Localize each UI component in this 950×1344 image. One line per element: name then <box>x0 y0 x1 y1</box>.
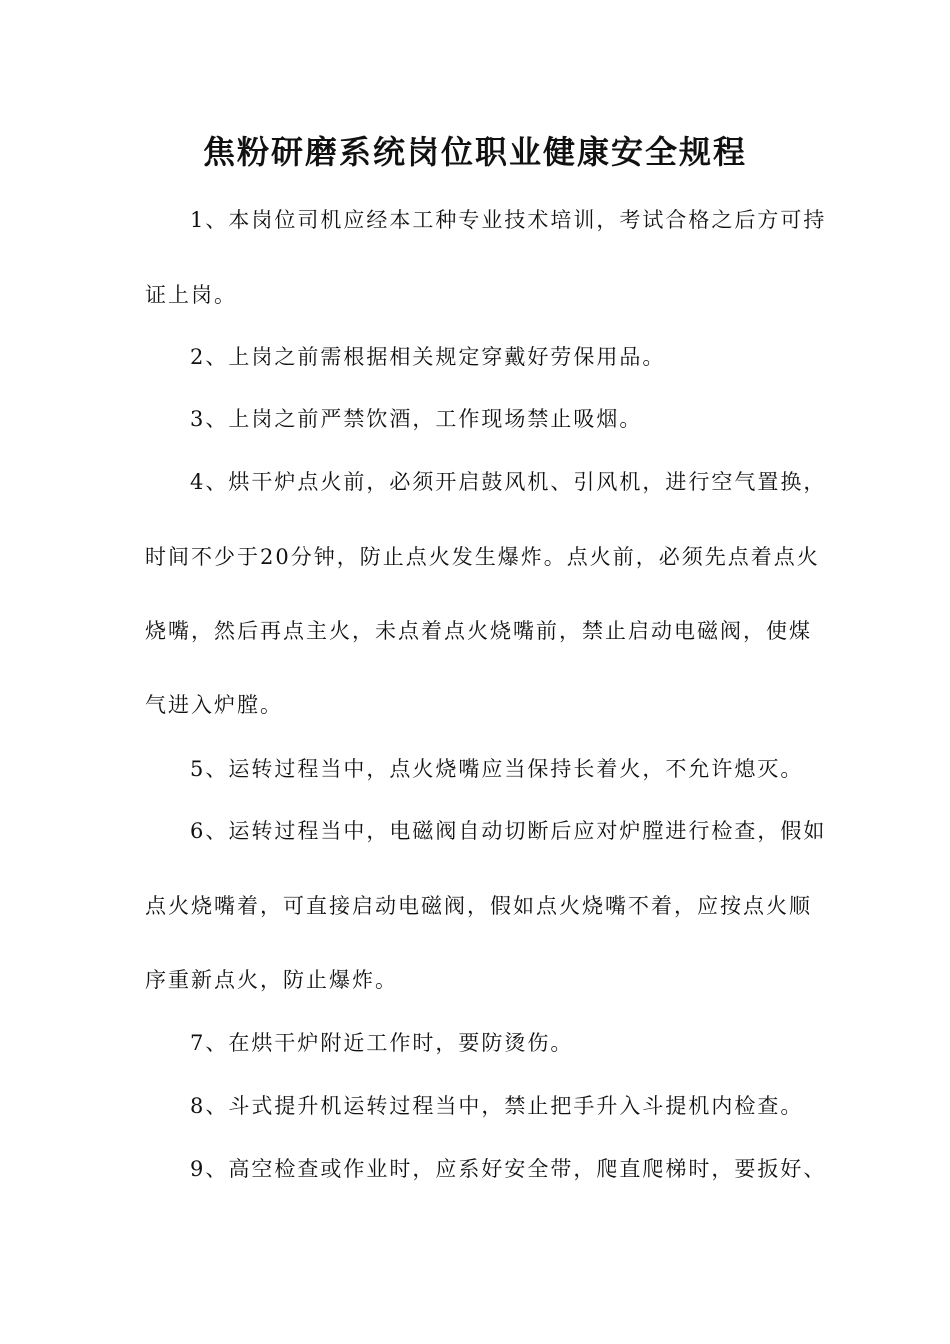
document-title: 焦粉研磨系统岗位职业健康安全规程 <box>202 133 747 171</box>
paragraph-line: 时间不少于20分钟，防止点火发生爆炸。点火前，必须先点着点火 <box>145 545 820 569</box>
paragraph-line: 1、本岗位司机应经本工种专业技术培训，考试合格之后方可持 <box>190 208 827 232</box>
paragraph-line: 点火烧嘴着，可直接启动电磁阀，假如点火烧嘴不着，应按点火顺 <box>145 894 812 918</box>
paragraph-line: 2、上岗之前需根据相关规定穿戴好劳保用品。 <box>190 345 666 369</box>
paragraph-line: 证上岗。 <box>145 283 237 307</box>
paragraph-line: 9、高空检查或作业时，应系好安全带，爬直爬梯时，要扳好、 <box>190 1157 827 1181</box>
paragraph-line: 4、烘干炉点火前，必须开启鼓风机、引风机，进行空气置换， <box>190 470 827 494</box>
paragraph-line: 烧嘴，然后再点主火，未点着点火烧嘴前，禁止启动电磁阀，使煤 <box>145 619 812 643</box>
paragraph-line: 8、斗式提升机运转过程当中，禁止把手升入斗提机内检查。 <box>190 1094 804 1118</box>
paragraph-line: 3、上岗之前严禁饮酒，工作现场禁止吸烟。 <box>190 407 643 431</box>
paragraph-line: 7、在烘干炉附近工作时，要防烫伤。 <box>190 1031 574 1055</box>
paragraph-line: 气进入炉膛。 <box>145 693 283 717</box>
paragraph-line: 5、运转过程当中，点火烧嘴应当保持长着火，不允许熄灭。 <box>190 757 804 781</box>
paragraph-line: 序重新点火，防止爆炸。 <box>145 968 398 992</box>
paragraph-line: 6、运转过程当中，电磁阀自动切断后应对炉膛进行检查，假如 <box>190 819 827 843</box>
